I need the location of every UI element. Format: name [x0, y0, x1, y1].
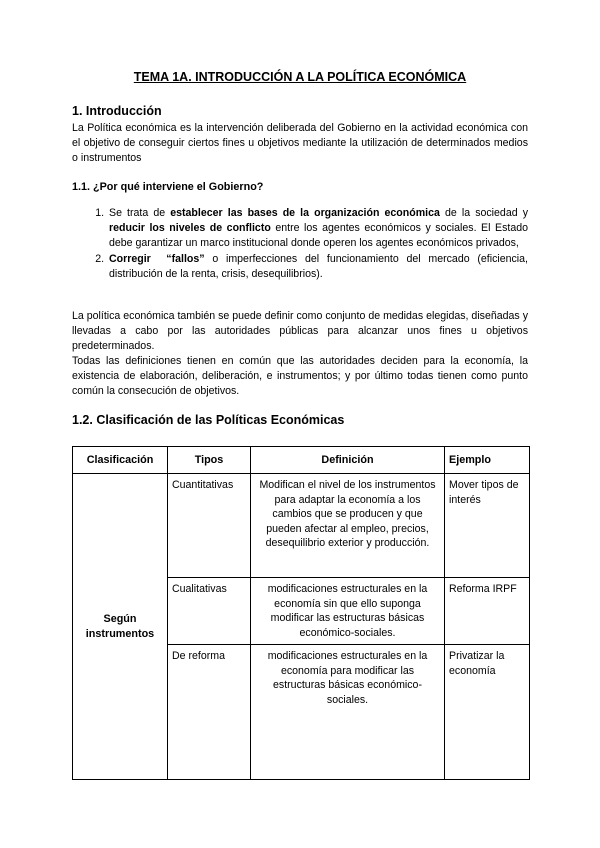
intro-paragraph: La Política económica es la intervención deliberada del Gobierno en la actividad económica con el objetivo de conseguir ciertos fines u objetivos mediante la utilización de determinados medios o instrumentos	[72, 122, 528, 164]
ejemplo-cell: Privatizar la economía	[445, 645, 530, 780]
group-label-cell: Según instrumentos	[73, 474, 168, 780]
table-header-row	[73, 447, 530, 474]
tipo-cell: Cuantitativas	[168, 474, 251, 578]
definition-paragraph-2: Todas las definiciones tienen en común que las autoridades deciden para la economía, la existencia de elaboración, deliberación, e instrumentos; y por último todas tienen como punto común la consecución de objetivos.	[72, 355, 528, 397]
reason-1-text-b: de la sociedad y	[439, 207, 528, 219]
tipo-cell: De reforma	[168, 645, 251, 780]
reason-1-bold-a: establecer las bases de la organización económica	[170, 207, 440, 219]
header-ejemplo: Ejemplo	[445, 447, 530, 474]
header-definicion: Definición	[251, 447, 445, 474]
table-row	[73, 474, 530, 578]
page-title: TEMA 1A. INTRODUCCIÓN A LA POLÍTICA ECONÓMICA	[133, 70, 467, 84]
reason-1-bold-b: reducir los niveles de conflicto	[109, 222, 271, 235]
reason-1-text-a: Se trata de	[109, 207, 171, 219]
definition-paragraphs	[72, 309, 528, 399]
list-item	[107, 252, 528, 282]
tipo-cell: Cualitativas	[168, 578, 251, 645]
list-item	[107, 206, 528, 252]
ejemplo-cell: Mover tipos de interés	[445, 474, 530, 578]
reason-2-bold: Corregir “fallos”	[109, 252, 205, 265]
section-1-1-heading: 1.1. ¿Por qué interviene el Gobierno?	[72, 181, 264, 193]
reason-1-text-c: entre los agentes económicos y sociales. El Estado debe garantizar un marco institucional donde operen los agentes económicos privados,	[109, 222, 528, 250]
header-clasificacion: Clasificación	[73, 447, 168, 474]
reason-2-text: o imperfecciones del funcionamiento del mercado (eficiencia, distribución de la renta, crisis, desequilibrios).	[109, 252, 528, 280]
classification-table	[72, 446, 530, 780]
definicion-cell: modificaciones estructurales en la economía sin que ello suponga modificar las estructuras básicas económico-sociales.	[251, 578, 445, 645]
definicion-cell: Modifican el nivel de los instrumentos para adaptar la economía a los cambios que se producen y que pueden afectar al empleo, precios, desequilibrio exterior y producción.	[251, 474, 445, 578]
header-tipos: Tipos	[168, 447, 251, 474]
section-1-2-heading: 1.2. Clasificación de las Políticas Económicas	[72, 413, 345, 427]
section-1-heading: 1. Introducción	[72, 104, 162, 118]
definition-paragraph-1: La política económica también se puede definir como conjunto de medidas elegidas, diseñadas y llevadas a cabo por las autoridades públicas para alcanzar unos fines u objetivos predeterminados.	[72, 310, 528, 352]
reasons-list	[72, 206, 528, 282]
definicion-cell: modificaciones estructurales en la economía para modificar las estructuras básicas económico-sociales.	[251, 645, 445, 780]
ejemplo-cell: Reforma IRPF	[445, 578, 530, 645]
